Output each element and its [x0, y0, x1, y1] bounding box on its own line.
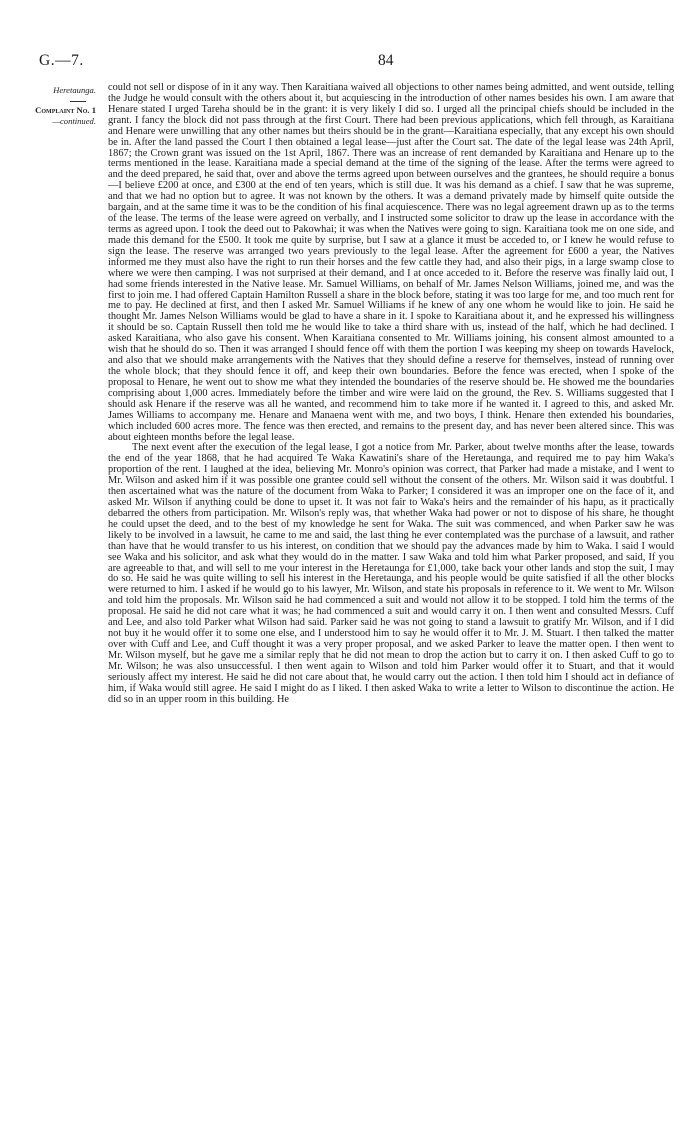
margin-continued: —continued. — [52, 115, 96, 126]
margin-note — [14, 85, 96, 127]
margin-complaint: Complaint No. 1 — [35, 104, 96, 115]
document-reference: G.—7. — [39, 52, 84, 69]
page-header — [0, 52, 700, 72]
margin-rule — [70, 101, 86, 102]
page-number: 84 — [378, 52, 394, 69]
body-text — [108, 83, 674, 706]
paragraph-2: The next event after the execution of the legal lease, I got a notice from Mr. Parker, about twelve months after the lease, towards the end of the year 1868, that he had acquired Te Waka Kawatini's share of the Heretaunga, and required me to pay him Waka's proportion of the rent. I laughed at the idea, believing Mr. Monro's opinion was correct, that Parker had made a mistake, and I went to Mr. Wilson and asked him if it was possible one grantee could sell without the consent of the others. Mr. Wilson said it was doubtful. I then ascertained what was the nature of the document from Waka to Parker; I considered it was an improper one on the face of it, and asked Mr. Wilson if anything could be done to upset it. It was not fair to Waka's heirs and the remainder of his hapu, as it practically debarred the others from participation. Mr. Wilson's reply was, that whether Waka had power or not to dispose of his share, he thought he could upset the deed, and to the best of my knowledge he sent for Waka. The suit was commenced, and when Parker saw he was likely to be involved in a lawsuit, he came to me and said, the last thing he ever contemplated was the purchase of a lawsuit, and rather than have that he would transfer to us his interest, on condition that we should pay the advances made by him to Waka. I said I would see Waka and his solicitor, and ask what they would do in the matter. I saw Waka and told him what Parker proposed, and said, If you are agreeable to that, and will sell to me your interest in the Heretaunga for £1,000, take back your other lands and stop the suit, I may do so. He said he was quite willing to sell his interest in the Heretaunga, and his people would be quite satisfied if all the other blocks were returned to him. I asked if he would go to his lawyer, Mr. Wilson, and state his proposals in reference to it. We went to Mr. Wilson and told him the proposals. Mr. Wilson said he had commenced a suit and would not allow it to be stopped. I told him the terms of the proposal. He said he did not care what it was; he had commenced a suit and would carry it on. I then went and consulted Messrs. Cuff and Lee, and also told Parker what Wilson had said. Parker said he was not going to stand a lawsuit to gratify Mr. Wilson, and if I did not buy it he would offer it to some one else, and I understood him to say he would offer it to Mr. J. M. Stuart. I then talked the matter over with Cuff and Lee, and Cuff thought it was a very proper proposal, and we asked Parker to leave the matter open. I then went to Mr. Wilson myself, but he gave me a similar reply that he did not mean to drop the action but to carry it on. I then asked Cuff to go to Mr. Wilson; he was also unsuccessful. I then went again to Wilson and told him Parker would offer it to Stuart, and that it would seriously affect my interest. He said he did not care about that, he would carry out the action. I then told him I should act in defiance of him, if Waka would still agree. He said I might do as I liked. I then asked Waka to write a letter to Wilson to discontinue the action. He did so in an upper room in this building. He — [108, 442, 674, 705]
paragraph-1: could not sell or dispose of in it any way. Then Karaitiana waived all objections to other names being admitted, and went outside, telling the Judge he would consult with the others about it, but acquiescing in the introduction of other names besides his own. I am aware that Henare stated I urged Tareha should be in the grant: it is very likely I did so. I urged all the principal chiefs should be included in the grant. I fancy the block did not pass through at the first Court. There had been previous applications, which fell through, as Karaitiana and Henare were unwilling that any other names but theirs should be in the grant—Karaitiana especially, that any except his own should be in. After the land passed the Court I then obtained a legal lease—just after the Court sat. The date of the legal lease was 24th April, 1867; the Crown grant was issued on the 1st April, 1867. There was an increase of rent demanded by Karaitiana and Henare up to the terms mentioned in the lease. Karaitiana made a special demand at the time of the signing of the lease. After the terms were agreed to and the deed prepared, he said that, over and above the terms agreed upon between ourselves and the grantees, he should require a bonus—I believe £200 at once, and £300 at the end of ten years, which is still due. It was his demand as a chief. I saw that he was supreme, and that we had no option but to agree. It was not known by the others. It was a demand privately made by himself quite outside the bargain, and at the same time it was to be the condition of his final acquiescence. There was no legal agreement drawn up as to the terms of the lease. The terms of the lease were agreed on verbally, and I instructed some solicitor to draw up the lease in accordance with the terms as agreed upon. I took the deed out to Pakowhai; it was when the Natives were going to sign. Karaitiana took me on one side, and made this demand for the £500. It took me quite by surprise, but I saw at a glance it must be acceded to, or I knew he would refuse to sign the lease. The reserve was arranged two years previously to the legal lease. After the agreement for £600 a year, the Natives informed me they must also have the right to run their horses and the few cattle they had, and also their pigs, in a large swamp close to where we were then camping. I was not surprised at their demand, and I at once acceded to it. Before the reserve was finally laid out, I had some friends interested in the Native lease. Mr. Samuel Williams, on behalf of Mr. James Nelson Williams, joined me, and was the first to join me. I had offered Captain Hamilton Russell a share in the block before, stating it was too large for me, and too much rent for me to pay. He declined at first, and then I asked Mr. Samuel Williams if he knew of any one whom he would like to join. He said he thought Mr. James Nelson Williams would be glad to have a share in it. I spoke to Karaitiana about it, and he expressed his willingness it should be so. Captain Russell then told me he would like to take a third share with us, instead of the half, which he had declined. I asked Karaitiana, who also gave his consent. When Karaitiana consented to Mr. Williams joining, his consent almost amounted to a wish that he should do so. Then it was arranged I should fence off with them the portion I was keeping my sheep on towards Havelock, and also that we should make arrangements with the Natives that they should define a reserve for themselves, instead of running over the whole block; that they should fence it off, and keep their own boundaries. Before the fence was erected, when I spoke of the proposal to Henare, he went out to show me what they intended the boundaries of the reserve should be. He showed me the boundaries comprising about 1,000 acres. Immediately before the timber and wire were laid on the ground, the Rev. S. Williams suggested that I should ask Henare if the reserve was all he wanted, and recommend him to take more if he wanted it. I agreed to this, and asked Mr. James Williams to accompany me. Henare and Manaena went with me, and two boys, I think. Henare then extended his boundaries, which included 600 acres more. The fence was then erected, and remains to the present day, and has never been altered since. This was about eighteen months before the legal lease. — [108, 82, 674, 443]
margin-place: Heretaunga. — [53, 85, 96, 95]
